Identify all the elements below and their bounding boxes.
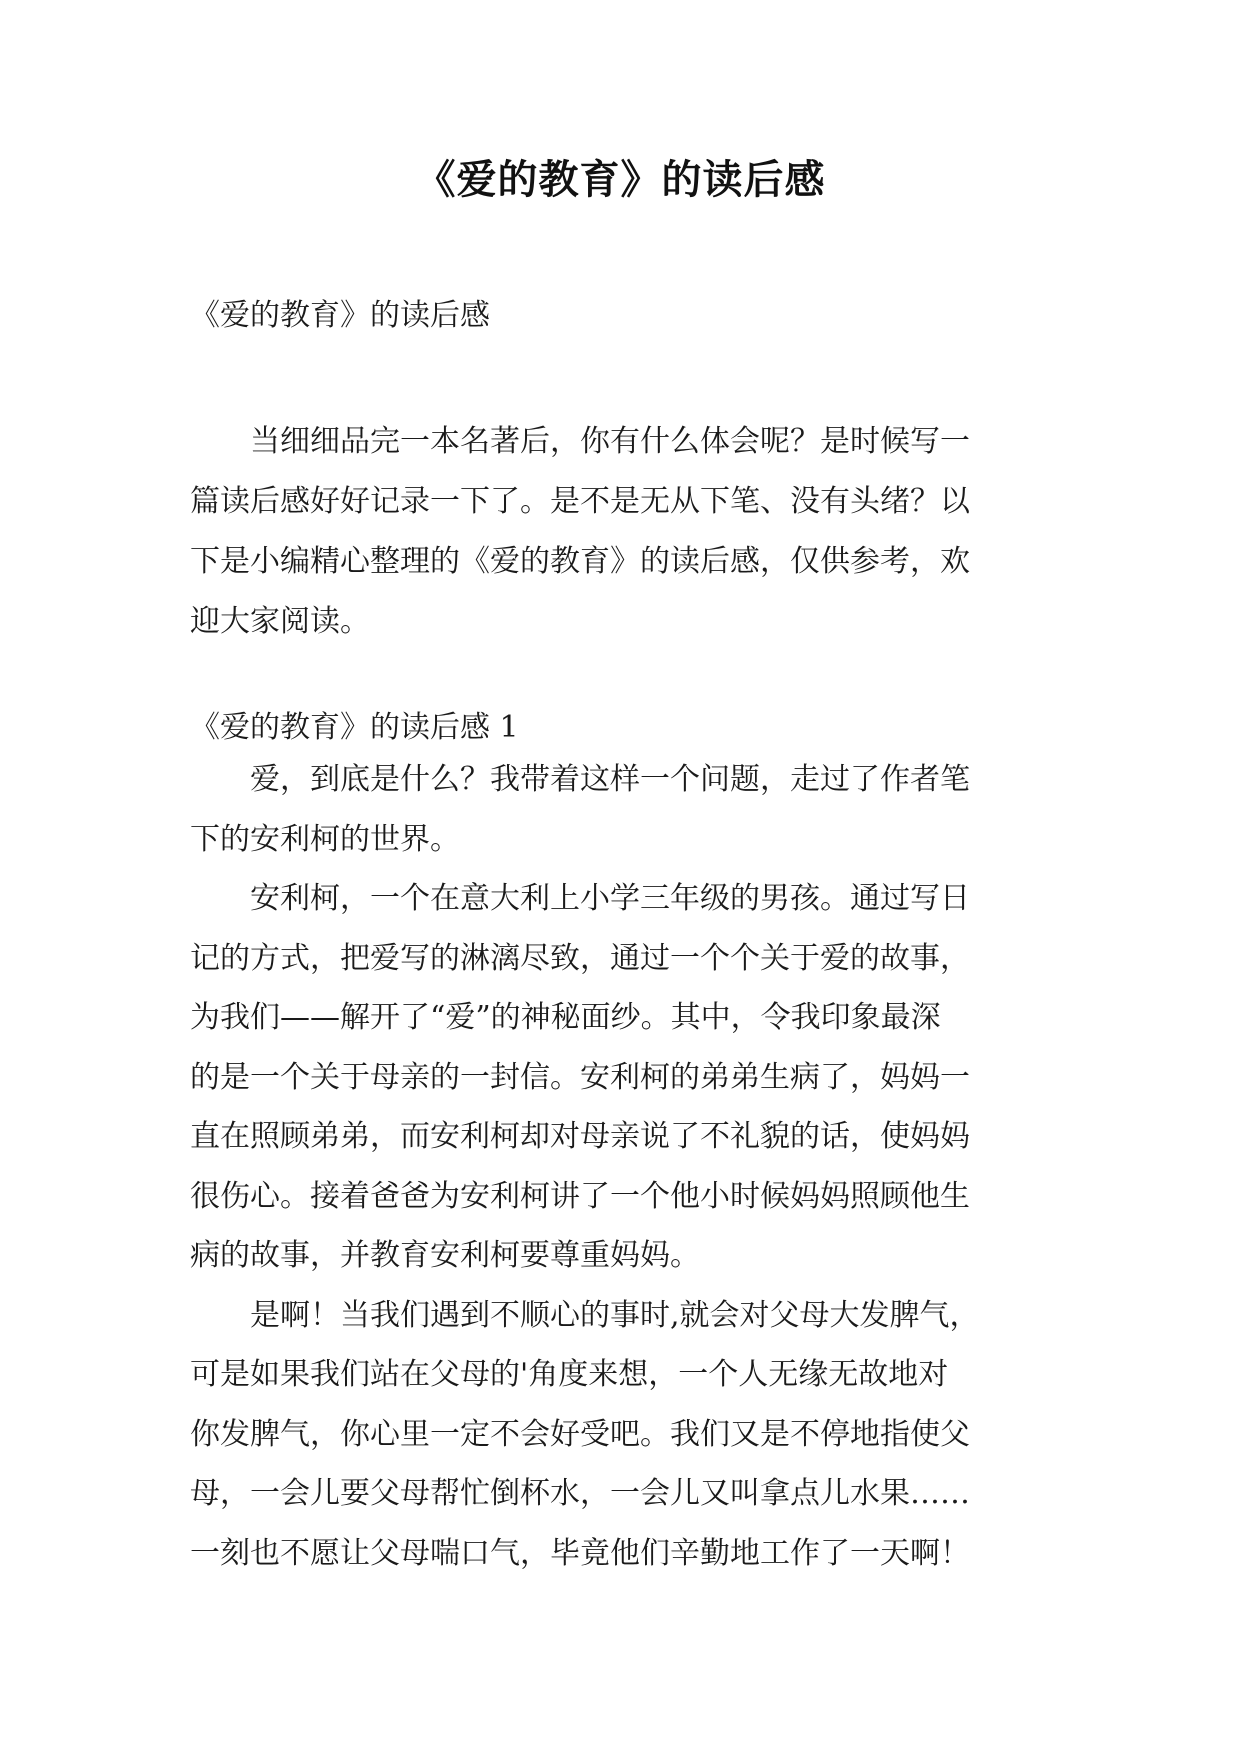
intro-paragraph bbox=[190, 412, 1050, 652]
essay-paragraph bbox=[190, 869, 1060, 1286]
section-heading: 《爱的教育》的读后感 1 bbox=[190, 710, 519, 745]
paragraph-line: 的是一个关于母亲的一封信。安利柯的弟弟生病了，妈妈一 bbox=[190, 1059, 970, 1095]
paragraph-line: 你发脾气，你心里一定不会好受吧。我们又是不停地指使父 bbox=[190, 1416, 970, 1452]
paragraph-line: 可是如果我们站在父母的'角度来想，一个人无缘无故地对 bbox=[190, 1357, 949, 1392]
intro-line: 迎大家阅读。 bbox=[190, 604, 370, 639]
paragraph-line: 记的方式，把爱写的淋漓尽致，通过一个个关于爱的故事， bbox=[190, 940, 970, 976]
essay-paragraph bbox=[190, 750, 1060, 869]
paragraph-line: 很伤心。接着爸爸为安利柯讲了一个他小时候妈妈照顾他生 bbox=[190, 1178, 970, 1214]
paragraph-line: 安利柯，一个在意大利上小学三年级的男孩。通过写日 bbox=[250, 881, 970, 916]
intro-line: 篇读后感好好记录一下了。是不是无从下笔、没有头绪？以 bbox=[190, 484, 970, 519]
essay-paragraph bbox=[190, 1286, 1060, 1584]
paragraph-line: 下的安利柯的世界。 bbox=[190, 821, 460, 857]
paragraph-line: 病的故事，并教育安利柯要尊重妈妈。 bbox=[190, 1238, 700, 1273]
paragraph-line: 直在照顾弟弟，而安利柯却对母亲说了不礼貌的话，使妈妈 bbox=[190, 1119, 970, 1154]
document-subtitle: 《爱的教育》的读后感 bbox=[190, 298, 490, 333]
paragraph-line: 一刻也不愿让父母喘口气，毕竟他们辛勤地工作了一天啊！ bbox=[190, 1535, 970, 1571]
document-title: 《爱的教育》的读后感 bbox=[415, 157, 826, 203]
intro-line: 下是小编精心整理的《爱的教育》的读后感，仅供参考，欢 bbox=[190, 544, 970, 579]
intro-line: 当细细品完一本名著后，你有什么体会呢？是时候写一 bbox=[250, 424, 970, 459]
essay-body bbox=[190, 750, 1060, 1583]
paragraph-line: 母，一会儿要父母帮忙倒杯水，一会儿又叫拿点儿水果…… bbox=[190, 1476, 970, 1511]
paragraph-line: 为我们——解开了“爱”的神秘面纱。其中，令我印象最深 bbox=[190, 1000, 941, 1035]
paragraph-line: 是啊！当我们遇到不顺心的事时,就会对父母大发脾气， bbox=[250, 1297, 980, 1333]
paragraph-line: 爱，到底是什么？我带着这样一个问题，走过了作者笔 bbox=[250, 762, 970, 797]
